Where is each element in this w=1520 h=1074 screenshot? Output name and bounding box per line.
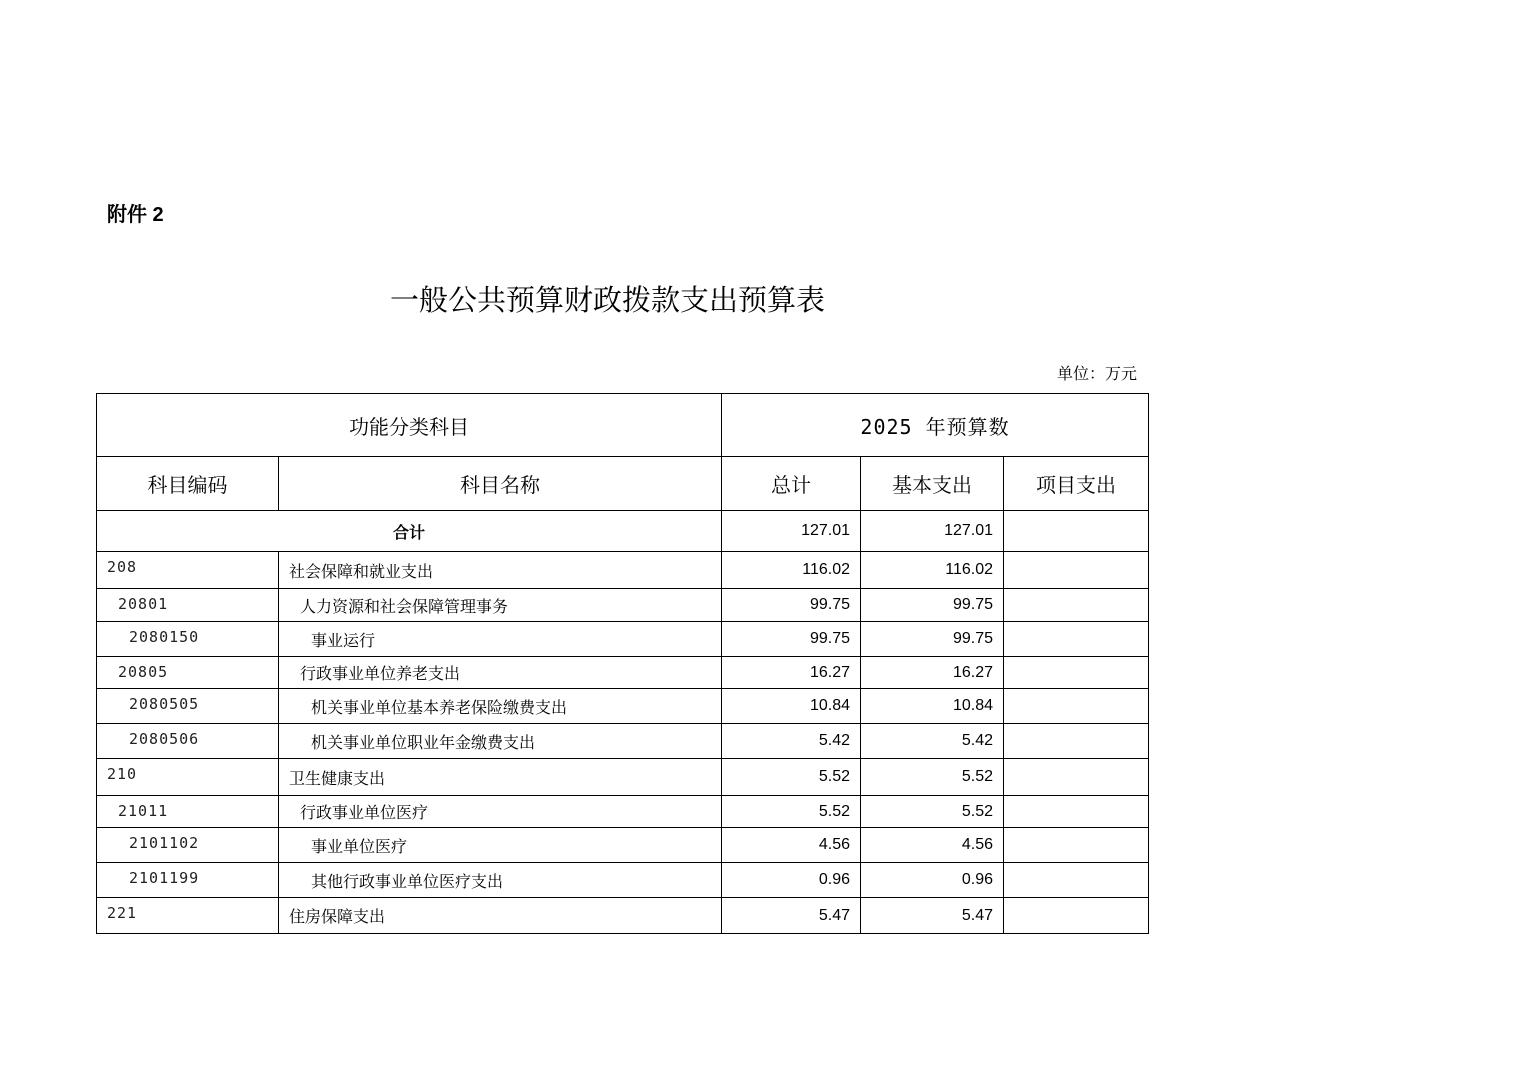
header-code: 科目编码 [97, 457, 279, 511]
row-total: 5.52 [722, 759, 861, 796]
row-code: 2101102 [97, 828, 279, 863]
unit-label: 单位：万元 [1056, 364, 1137, 383]
row-project [1004, 828, 1149, 863]
row-code: 2080505 [97, 689, 279, 724]
total-row-project [1004, 511, 1149, 552]
row-total: 4.56 [722, 828, 861, 863]
table-row [97, 552, 1149, 589]
table-row [97, 759, 1149, 796]
table-row [97, 863, 1149, 898]
row-project [1004, 724, 1149, 759]
row-project [1004, 796, 1149, 828]
row-name: 卫生健康支出 [279, 759, 722, 796]
table-row [97, 689, 1149, 724]
row-total: 10.84 [722, 689, 861, 724]
row-name: 机关事业单位基本养老保险缴费支出 [279, 689, 722, 724]
header-name: 科目名称 [279, 457, 722, 511]
row-total: 5.52 [722, 796, 861, 828]
row-total: 5.42 [722, 724, 861, 759]
row-name: 事业单位医疗 [279, 828, 722, 863]
table-row [97, 828, 1149, 863]
row-project [1004, 759, 1149, 796]
row-basic: 4.56 [861, 828, 1004, 863]
total-label: 合计 [97, 511, 722, 552]
table-header [97, 394, 1149, 552]
header-total: 总计 [722, 457, 861, 511]
row-code: 2080150 [97, 622, 279, 657]
total-row-total: 127.01 [722, 511, 861, 552]
attachment-label: 附件 2 [107, 204, 164, 226]
row-basic: 10.84 [861, 689, 1004, 724]
row-project [1004, 657, 1149, 689]
row-code: 208 [97, 552, 279, 589]
row-basic: 5.42 [861, 724, 1004, 759]
table-body [97, 552, 1149, 934]
row-basic: 5.52 [861, 759, 1004, 796]
row-project [1004, 552, 1149, 589]
row-name: 社会保障和就业支出 [279, 552, 722, 589]
row-project [1004, 863, 1149, 898]
header-row-columns [97, 457, 1149, 511]
row-total: 116.02 [722, 552, 861, 589]
row-name: 机关事业单位职业年金缴费支出 [279, 724, 722, 759]
row-project [1004, 589, 1149, 622]
row-project [1004, 622, 1149, 657]
row-total: 16.27 [722, 657, 861, 689]
row-code: 20801 [97, 589, 279, 622]
row-project [1004, 898, 1149, 934]
page-title: 一般公共预算财政拨款支出预算表 [390, 283, 826, 317]
table-row [97, 898, 1149, 934]
row-total: 5.47 [722, 898, 861, 934]
row-basic: 5.52 [861, 796, 1004, 828]
row-code: 21011 [97, 796, 279, 828]
row-code: 210 [97, 759, 279, 796]
row-name: 行政事业单位养老支出 [279, 657, 722, 689]
table-row [97, 724, 1149, 759]
header-project: 项目支出 [1004, 457, 1149, 511]
row-name: 其他行政事业单位医疗支出 [279, 863, 722, 898]
row-basic: 116.02 [861, 552, 1004, 589]
row-code: 20805 [97, 657, 279, 689]
row-code: 2080506 [97, 724, 279, 759]
header-function-category: 功能分类科目 [97, 394, 722, 457]
row-code: 221 [97, 898, 279, 934]
row-basic: 0.96 [861, 863, 1004, 898]
header-basic: 基本支出 [861, 457, 1004, 511]
row-name: 住房保障支出 [279, 898, 722, 934]
row-name: 事业运行 [279, 622, 722, 657]
row-total: 99.75 [722, 622, 861, 657]
header-row-group [97, 394, 1149, 457]
row-name: 人力资源和社会保障管理事务 [279, 589, 722, 622]
row-basic: 99.75 [861, 589, 1004, 622]
total-row-basic: 127.01 [861, 511, 1004, 552]
row-project [1004, 689, 1149, 724]
table-row [97, 657, 1149, 689]
table-row [97, 796, 1149, 828]
total-row [97, 511, 1149, 552]
header-budget-year: 2025 年预算数 [722, 394, 1149, 457]
row-total: 0.96 [722, 863, 861, 898]
row-basic: 99.75 [861, 622, 1004, 657]
row-basic: 16.27 [861, 657, 1004, 689]
table-row [97, 622, 1149, 657]
budget-table [96, 393, 1149, 934]
table-row [97, 589, 1149, 622]
row-total: 99.75 [722, 589, 861, 622]
row-name: 行政事业单位医疗 [279, 796, 722, 828]
row-code: 2101199 [97, 863, 279, 898]
row-basic: 5.47 [861, 898, 1004, 934]
